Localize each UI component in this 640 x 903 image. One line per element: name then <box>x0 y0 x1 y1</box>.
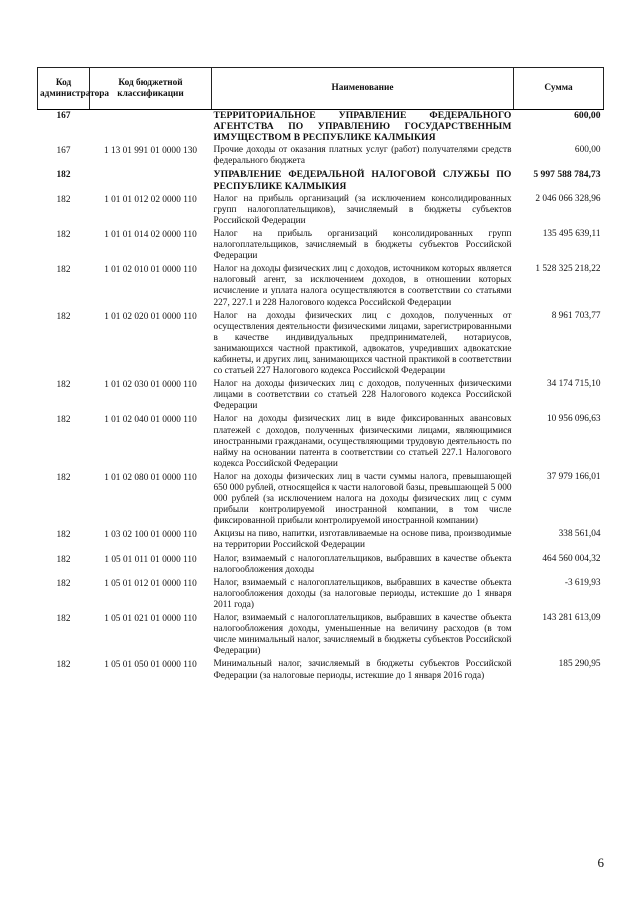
header-budget-code: Код бюджетной классификации <box>90 68 212 110</box>
header-sum: Сумма <box>514 68 604 110</box>
budget-code-cell: 1 01 02 080 01 0000 110 <box>104 472 197 483</box>
sum-cell: 1 528 325 218,22 <box>535 264 601 275</box>
name-cell: Налог, взимаемый с налогоплательщиков, выбравших в качестве объекта налогообложения доходы (за налоговые периоды, истекшие до 1 января 2011 года) <box>213 577 512 610</box>
admin-code-cell: 182 <box>56 265 71 276</box>
name-cell: Налог на доходы физических лиц с доходов, полученных физическими лицами в соответствии со статьей 228 Налогового кодекса Российской Федерации <box>213 379 512 412</box>
budget-code-cell: 1 03 02 100 01 0000 110 <box>104 530 197 541</box>
name-cell: Налог на доходы физических лиц с доходов, полученных от осуществления деятельности физическими лицами, зарегистрированными в качестве индивидуальных предпринимателей, нотариусов, занимающихся частной практикой, адвокатов, учредивших адвокатские кабинеты, и других лиц, занимающихся частной практикой в соответствии со статьей 227 Налогового кодекса Российской Федерации <box>213 310 512 377</box>
table-row <box>38 529 604 553</box>
table-row <box>38 229 604 264</box>
sum-cell: 10 956 096,63 <box>547 414 601 425</box>
admin-code-cell: 182 <box>56 194 71 205</box>
table-row <box>38 472 604 529</box>
sum-cell: 2 046 066 328,96 <box>535 193 601 204</box>
budget-code-cell: 1 01 01 012 02 0000 110 <box>104 194 197 205</box>
admin-code-cell: 182 <box>56 472 71 483</box>
table-row <box>38 145 604 169</box>
name-cell: Акцизы на пиво, напитки, изготавливаемые на основе пива, производимые на территории Российской Федерации <box>213 529 512 551</box>
admin-code-cell: 182 <box>56 311 71 322</box>
table-row <box>38 414 604 471</box>
admin-code-cell: 167 <box>56 111 71 121</box>
table-row <box>38 578 604 613</box>
budget-code-cell: 1 05 01 021 01 0000 110 <box>104 614 197 625</box>
admin-code-cell: 167 <box>56 146 71 157</box>
sum-cell: 338 561,04 <box>558 529 601 540</box>
budget-code-cell: 1 05 01 050 01 0000 110 <box>104 660 197 671</box>
budget-code-cell: 1 01 01 014 02 0000 110 <box>104 229 197 240</box>
budget-code-cell: 1 01 02 030 01 0000 110 <box>104 380 197 391</box>
name-cell: Налог на доходы физических лиц в части суммы налога, превышающей 650 000 рублей, относящейся к части налоговой базы, превышающей 5 000 000 рублей (за исключением налога на доходы физических лиц с сумм прибыли контролируемой иностранной компании, в том числе фиксированной прибыли контролируемой иностранной компании) <box>213 471 512 527</box>
admin-code-cell: 182 <box>56 554 71 565</box>
sum-cell: 5 997 588 784,73 <box>533 169 601 181</box>
sum-cell: 135 495 639,11 <box>542 228 601 239</box>
name-cell: Налог на прибыль организаций консолидированных групп налогоплательщиков, зачисляемый в бюджеты субъектов Российской Федерации <box>213 228 512 262</box>
budget-code-cell: 1 01 02 010 01 0000 110 <box>104 265 197 276</box>
sum-cell: 8 961 703,77 <box>551 310 601 321</box>
page-number: 6 <box>597 855 604 870</box>
admin-code-cell: 182 <box>56 170 71 181</box>
table-header <box>38 68 604 110</box>
sum-cell: 464 560 004,32 <box>542 553 601 564</box>
table-row <box>38 264 604 310</box>
admin-code-cell: 182 <box>56 415 71 426</box>
admin-code-cell: 182 <box>56 380 71 391</box>
name-cell: Налог на доходы физических лиц в виде фиксированных авансовых платежей с доходов, полученных физическими лицами, являющимися иностранными гражданами, осуществляющими трудовую деятельность по найму на основании патента в соответствии со статьей 227.1 Налогового кодекса Российской Федерации <box>213 414 512 469</box>
name-cell: Налог, взимаемый с налогоплательщиков, выбравших в качестве объекта налогообложения доходы <box>213 553 512 575</box>
sum-cell: -3 619,93 <box>564 577 601 588</box>
sum-cell: 185 290,95 <box>558 659 601 670</box>
budget-code-cell: 1 05 01 012 01 0000 110 <box>104 578 197 589</box>
budget-code-cell: 1 13 01 991 01 0000 130 <box>104 146 197 157</box>
admin-code-cell: 182 <box>56 229 71 240</box>
name-cell: Минимальный налог, зачисляемый в бюджеты субъектов Российской Федерации (за налоговые периоды, истекшие до 1 января 2016 года) <box>213 659 512 681</box>
header-name: Наименование <box>212 68 514 110</box>
table-row <box>38 169 604 193</box>
admin-code-cell: 182 <box>56 660 71 671</box>
header-admin-code: Код администратора <box>38 68 90 110</box>
sum-cell: 37 979 166,01 <box>547 471 601 482</box>
sum-cell: 600,00 <box>574 145 601 156</box>
name-cell: Прочие доходы от оказания платных услуг (работ) получателями средств федерального бюджета <box>213 145 512 167</box>
table-row <box>38 379 604 414</box>
table-body <box>38 110 604 684</box>
name-cell: ТЕРРИТОРИАЛЬНОЕ УПРАВЛЕНИЕ ФЕДЕРАЛЬНОГО АГЕНТСТВА ПО УПРАВЛЕНИЮ ГОСУДАРСТВЕННЫМ ИМУЩЕСТВОМ В РЕСПУБЛИКЕ КАЛМЫКИЯ <box>213 110 512 144</box>
budget-code-cell <box>90 110 212 146</box>
table-row <box>38 194 604 229</box>
table-row <box>38 613 604 659</box>
sum-cell: 34 174 715,10 <box>547 379 601 390</box>
name-cell: Налог, взимаемый с налогоплательщиков, выбравших в качестве объекта налогообложения доходы, уменьшенные на величину расходов (в том числе минимальный налог, зачисляемый в бюджеты субъектов Российской Федерации) <box>213 613 512 657</box>
table-row <box>38 311 604 380</box>
table-row <box>38 110 604 146</box>
admin-code-cell: 182 <box>56 614 71 625</box>
table-row <box>38 659 604 683</box>
table-row <box>38 554 604 578</box>
budget-code-cell: 1 01 02 040 01 0000 110 <box>104 415 197 426</box>
sum-cell: 600,00 <box>574 110 601 121</box>
budget-code-cell <box>90 169 212 193</box>
name-cell: Налог на прибыль организаций (за исключением консолидированных групп налогоплательщиков), зачисляемый в бюджеты субъектов Российской Федерации <box>213 193 512 226</box>
budget-code-cell: 1 01 02 020 01 0000 110 <box>104 311 197 322</box>
sum-cell: 143 281 613,09 <box>542 613 601 624</box>
name-cell: Налог на доходы физических лиц с доходов, источником которых является налоговый агент, за исключением доходов, в отношении которых исчисление и уплата налога осуществляются в соответствии со статьями 227, 227.1 и 228 Налогового кодекса Российской Федерации <box>213 264 512 308</box>
budget-code-cell: 1 05 01 011 01 0000 110 <box>104 554 197 565</box>
budget-revenue-table <box>37 67 604 684</box>
admin-code-cell: 182 <box>56 530 71 541</box>
admin-code-cell: 182 <box>56 578 71 589</box>
name-cell: УПРАВЛЕНИЕ ФЕДЕРАЛЬНОЙ НАЛОГОВОЙ СЛУЖБЫ ПО РЕСПУБЛИКЕ КАЛМЫКИЯ <box>213 169 512 192</box>
